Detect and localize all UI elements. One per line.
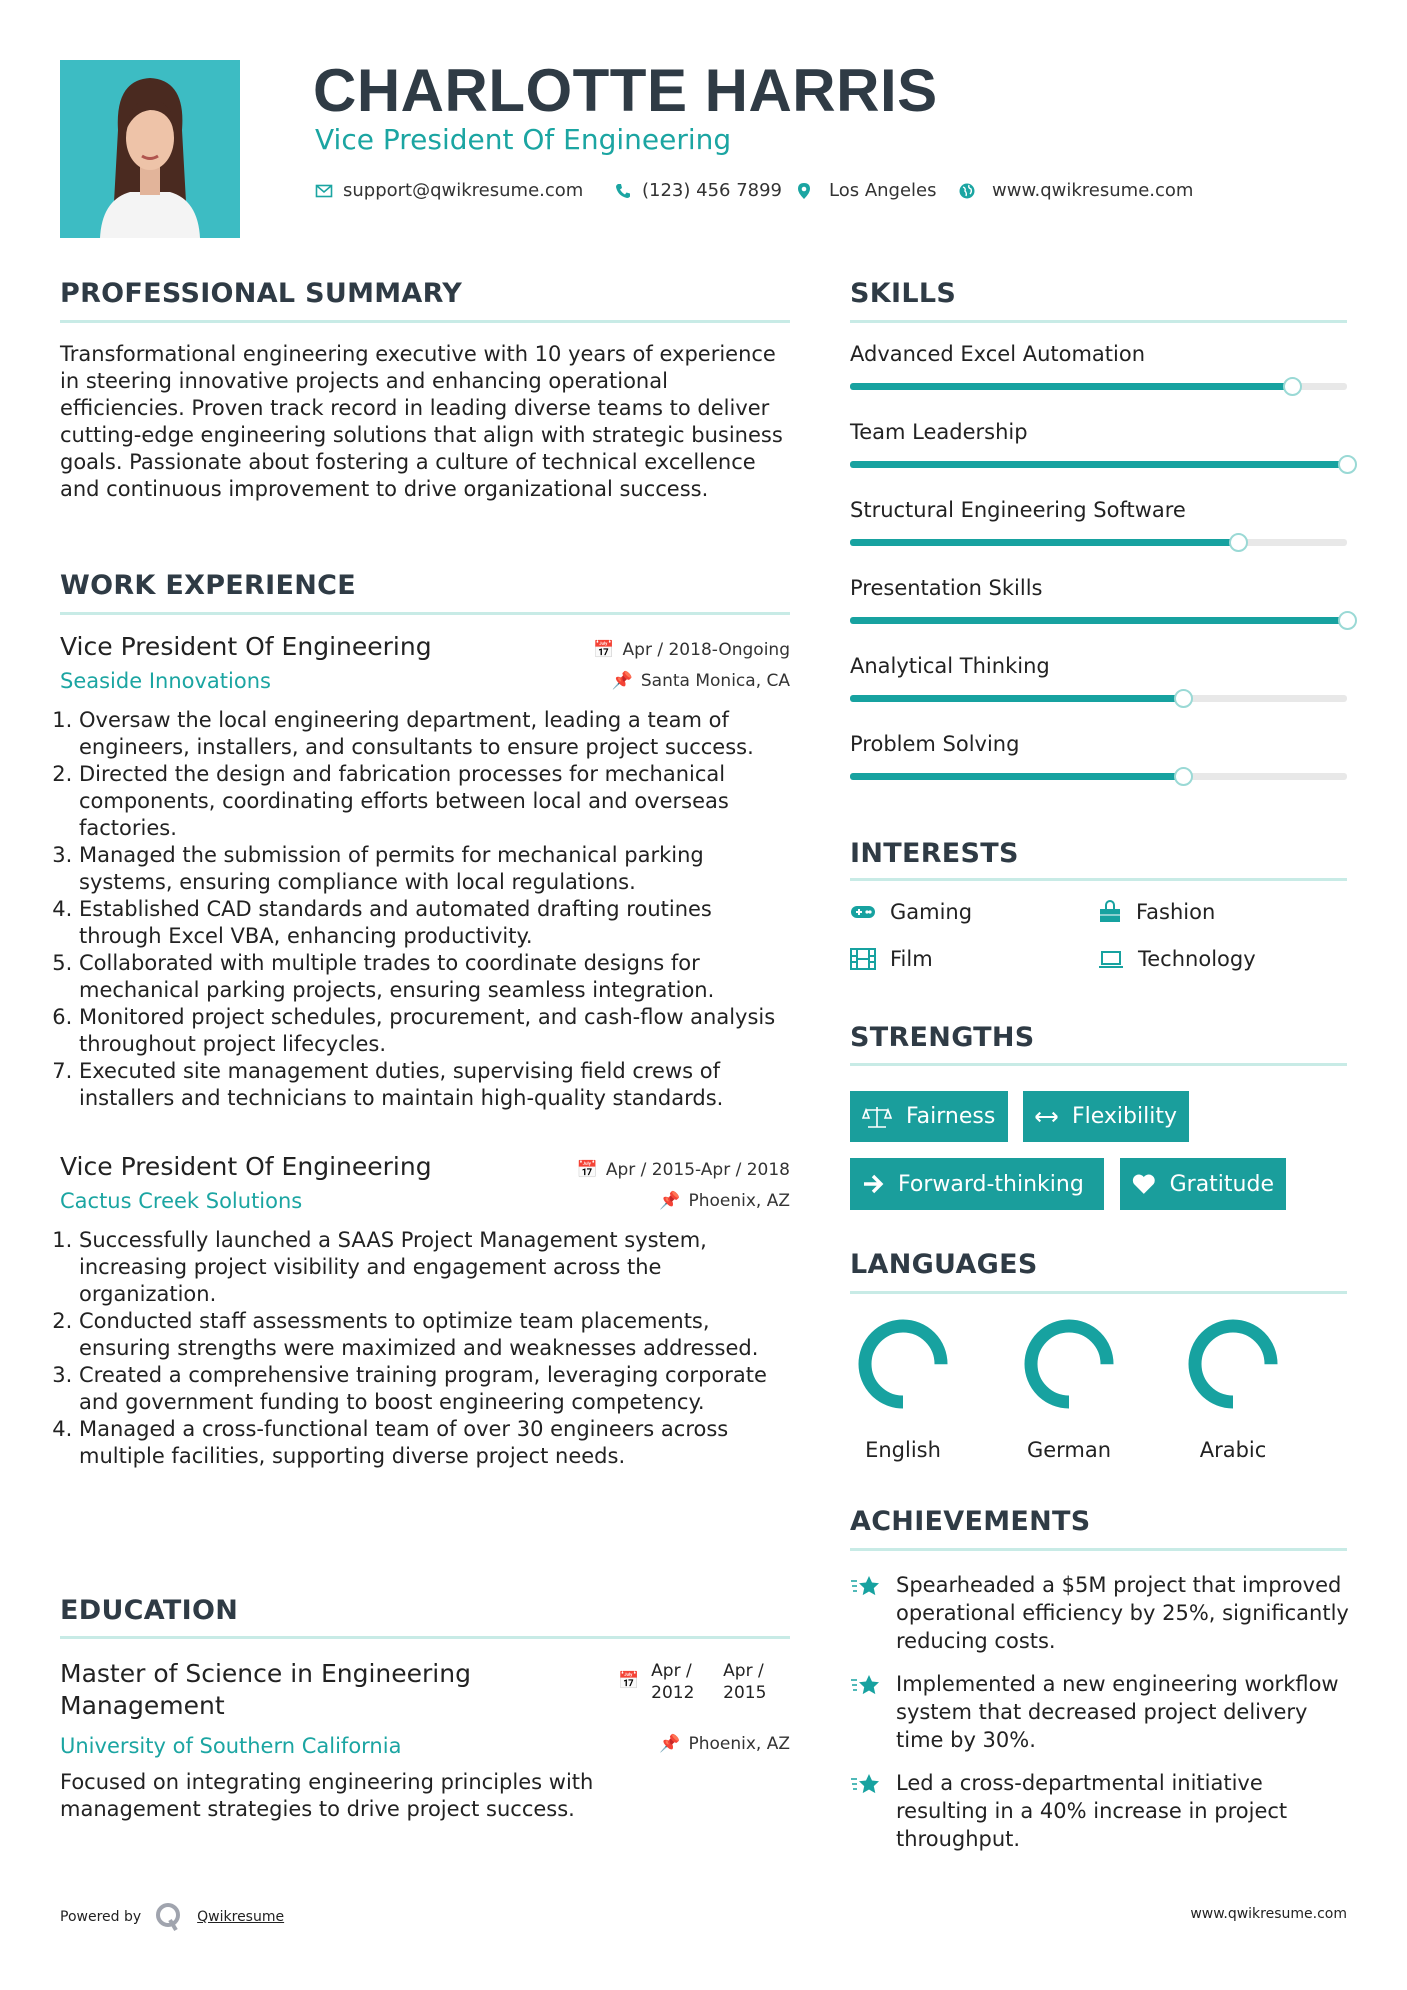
skill-name: Advanced Excel Automation — [850, 342, 1146, 366]
achievement-item — [850, 1769, 1360, 1853]
job-title: Vice President Of Engineering — [60, 632, 432, 661]
envelope-icon — [315, 182, 333, 200]
balance-scale-icon — [862, 1105, 892, 1129]
calendar-icon: 📅 — [593, 640, 615, 660]
language-name: English — [865, 1438, 941, 1462]
skill-name: Structural Engineering Software — [850, 498, 1186, 522]
summary-text: Transformational engineering executive with 10 years of experience in steering innovative projects and enhancing operational efficiencies. Proven track record in leading diverse teams to deliver cutting-edge engineering solutions that align with strategic business goals. Passionate about fostering a culture of technical excellence and continuous improvement to drive organizational success. — [60, 342, 783, 501]
calendar-icon: 📅 — [576, 1160, 598, 1180]
interest-technology — [1098, 947, 1256, 971]
skill-bar-knob — [1283, 377, 1302, 396]
website-text[interactable]: www.qwikresume.com — [992, 180, 1194, 201]
divider — [850, 1291, 1347, 1294]
bullet: 1. Oversaw the local engineering department, leading a team of engineers, installers, and consultants to ensure project success. — [79, 707, 790, 761]
skill-bar-fill — [850, 617, 1347, 624]
star-icon — [850, 1772, 880, 1798]
strength-label: Gratitude — [1169, 1171, 1274, 1197]
contact-website[interactable] — [958, 180, 1193, 201]
profile-photo — [60, 60, 240, 238]
divider — [60, 612, 790, 615]
divider — [60, 320, 790, 323]
company-name: Cactus Creek Solutions — [60, 1189, 303, 1213]
company-name: Seaside Innovations — [60, 669, 271, 693]
star-icon — [850, 1673, 880, 1699]
skill-bar-knob — [1338, 611, 1357, 630]
job-bullets — [52, 707, 790, 1112]
phone-text[interactable]: (123) 456 7899 — [642, 180, 783, 201]
footer-powered — [60, 1902, 284, 1932]
experience-heading: WORK EXPERIENCE — [60, 570, 356, 601]
email-text[interactable]: support@qwikresume.com — [343, 180, 584, 201]
interest-label: Technology — [1138, 947, 1256, 971]
skill-bar — [850, 695, 1347, 702]
job-location: Phoenix, AZ — [688, 1191, 790, 1211]
job-date: Apr / 2018-Ongoing — [622, 640, 790, 660]
strength-label: Forward-thinking — [898, 1171, 1084, 1197]
language-ring — [833, 1310, 973, 1420]
laptop-icon — [1098, 948, 1124, 970]
footer-website[interactable]: www.qwikresume.com — [1190, 1906, 1347, 1922]
education-dates — [618, 1660, 779, 1704]
divider — [850, 1063, 1347, 1066]
brand-link[interactable]: Qwikresume — [197, 1909, 285, 1925]
job-bullets — [52, 1227, 790, 1470]
contact-location — [795, 180, 937, 201]
summary-heading: PROFESSIONAL SUMMARY — [60, 278, 463, 309]
skill-bar — [850, 539, 1347, 546]
skill-bar-knob — [1338, 455, 1357, 474]
skills-heading: SKILLS — [850, 278, 957, 309]
qwikresume-logo-icon — [155, 1902, 183, 1932]
job-date: Apr / 2015-Apr / 2018 — [605, 1160, 790, 1180]
bullet: 2. Directed the design and fabrication processes for mechanical components, coordinating efforts between local and overseas factories. — [79, 761, 790, 842]
arrow-right-icon — [862, 1173, 884, 1195]
candidate-title: Vice President Of Engineering — [315, 123, 732, 156]
location-text: Los Angeles — [829, 180, 937, 201]
skill-name: Analytical Thinking — [850, 654, 1050, 678]
divider — [850, 1548, 1347, 1551]
bullet: 4. Established CAD standards and automated drafting routines through Excel VBA, enhancing productivity. — [79, 896, 790, 950]
languages-heading: LANGUAGES — [850, 1249, 1038, 1280]
contact-phone[interactable] — [614, 180, 782, 201]
thumbtack-icon: 📌 — [611, 671, 633, 691]
globe-icon — [958, 182, 976, 200]
job-location: Santa Monica, CA — [640, 671, 790, 691]
skill-bar-fill — [850, 773, 1183, 780]
skill-item — [850, 420, 1347, 468]
skill-item — [850, 732, 1347, 780]
language-item — [1163, 1310, 1303, 1462]
achievement-item — [850, 1670, 1360, 1754]
school-location-row — [560, 1734, 790, 1754]
interest-film — [850, 947, 933, 971]
bullet: 2. Conducted staff assessments to optimize team placements, ensuring strengths were maximized and weaknesses addressed. — [79, 1308, 790, 1362]
start-date: Apr / 2012 — [651, 1661, 695, 1703]
skill-name: Team Leadership — [850, 420, 1028, 444]
bullet: 4. Managed a cross-functional team of over 30 engineers across multiple facilities, supporting diverse project needs. — [79, 1416, 790, 1470]
job-entry — [60, 1152, 790, 1470]
languages-list — [840, 1310, 1360, 1470]
language-name: Arabic — [1199, 1438, 1267, 1462]
education-description: Focused on integrating engineering principles with management strategies to drive project success. — [60, 1770, 594, 1821]
map-marker-icon — [795, 182, 813, 200]
bullet: 1. Successfully launched a SAAS Project Management system, increasing project visibility and engagement across the organization. — [79, 1227, 790, 1308]
language-name: German — [1026, 1438, 1112, 1462]
strength-label: Fairness — [906, 1104, 996, 1129]
interest-fashion — [1098, 900, 1215, 924]
school-location: Phoenix, AZ — [688, 1734, 790, 1754]
skill-bar — [850, 383, 1347, 390]
skill-name: Problem Solving — [850, 732, 1020, 756]
divider — [850, 320, 1347, 323]
star-icon — [850, 1574, 880, 1600]
education-heading: EDUCATION — [60, 1595, 239, 1626]
skill-bar-knob — [1174, 689, 1193, 708]
strength-label: Flexibility — [1072, 1104, 1177, 1129]
strength-badge — [850, 1091, 1008, 1142]
calendar-icon: 📅 — [618, 1671, 640, 1691]
achievements-list — [850, 1571, 1360, 1868]
shopping-bag-icon — [1098, 900, 1122, 924]
language-ring — [999, 1310, 1139, 1420]
bullet: 5. Collaborated with multiple trades to coordinate designs for mechanical parking projects, ensuring seamless integration. — [79, 950, 790, 1004]
strength-badge — [1120, 1158, 1286, 1210]
interest-label: Gaming — [890, 900, 973, 924]
skill-bar-knob — [1174, 767, 1193, 786]
bullet: 6. Monitored project schedules, procurement, and cash-flow analysis throughout project lifecycles. — [79, 1004, 790, 1058]
skill-bar — [850, 461, 1347, 468]
skill-bar-fill — [850, 695, 1183, 702]
skill-item — [850, 576, 1347, 624]
interest-label: Fashion — [1136, 900, 1216, 924]
end-date: Apr / 2015 — [723, 1661, 767, 1703]
skill-item — [850, 498, 1347, 546]
divider — [60, 1636, 790, 1639]
film-icon — [850, 948, 876, 970]
interests-heading: INTERESTS — [850, 838, 1019, 869]
language-ring — [1163, 1310, 1303, 1420]
gamepad-icon — [850, 903, 876, 921]
strength-badge — [1023, 1091, 1189, 1142]
skill-bar-fill — [850, 539, 1238, 546]
job-entry — [60, 632, 790, 1112]
language-item — [999, 1310, 1139, 1462]
skill-name: Presentation Skills — [850, 576, 1043, 600]
thumbtack-icon: 📌 — [659, 1734, 681, 1754]
skill-bar-knob — [1229, 533, 1248, 552]
contact-email[interactable] — [315, 180, 583, 201]
achievement-item — [850, 1571, 1360, 1655]
skill-bar — [850, 773, 1347, 780]
strengths-heading: STRENGTHS — [850, 1022, 1035, 1053]
bullet: 3. Created a comprehensive training program, leveraging corporate and government funding to boost engineering competency. — [79, 1362, 790, 1416]
achievements-heading: ACHIEVEMENTS — [850, 1506, 1091, 1537]
degree: Master of Science in Engineering Management — [60, 1659, 471, 1720]
job-title: Vice President Of Engineering — [60, 1152, 432, 1181]
strength-badge — [850, 1158, 1104, 1210]
arrows-h-icon — [1035, 1110, 1058, 1124]
achievement-text: Spearheaded a $5M project that improved operational efficiency by 25%, significantly reducing costs. — [896, 1573, 1349, 1653]
achievement-text: Implemented a new engineering workflow system that decreased project delivery time by 30%. — [896, 1672, 1339, 1752]
interest-gaming — [850, 900, 972, 924]
skill-bar-fill — [850, 461, 1347, 468]
divider — [850, 878, 1347, 881]
bullet: 7. Executed site management duties, supervising field crews of installers and technicians to maintain high-quality standards. — [79, 1058, 790, 1112]
skill-bar-fill — [850, 383, 1292, 390]
interest-label: Film — [890, 947, 933, 971]
powered-by-text: Powered by — [60, 1909, 142, 1925]
skill-item — [850, 654, 1347, 702]
school-name: University of Southern California — [60, 1734, 402, 1758]
language-item — [833, 1310, 973, 1462]
bullet: 3. Managed the submission of permits for mechanical parking systems, ensuring compliance with local regulations. — [79, 842, 790, 896]
achievement-text: Led a cross-departmental initiative resulting in a 40% increase in project throughput. — [896, 1771, 1288, 1851]
skill-item — [850, 342, 1347, 390]
phone-icon — [614, 182, 632, 200]
thumbtack-icon: 📌 — [659, 1191, 681, 1211]
candidate-name: CHARLOTTE HARRIS — [313, 57, 938, 124]
skill-bar — [850, 617, 1347, 624]
heart-icon — [1132, 1173, 1156, 1195]
